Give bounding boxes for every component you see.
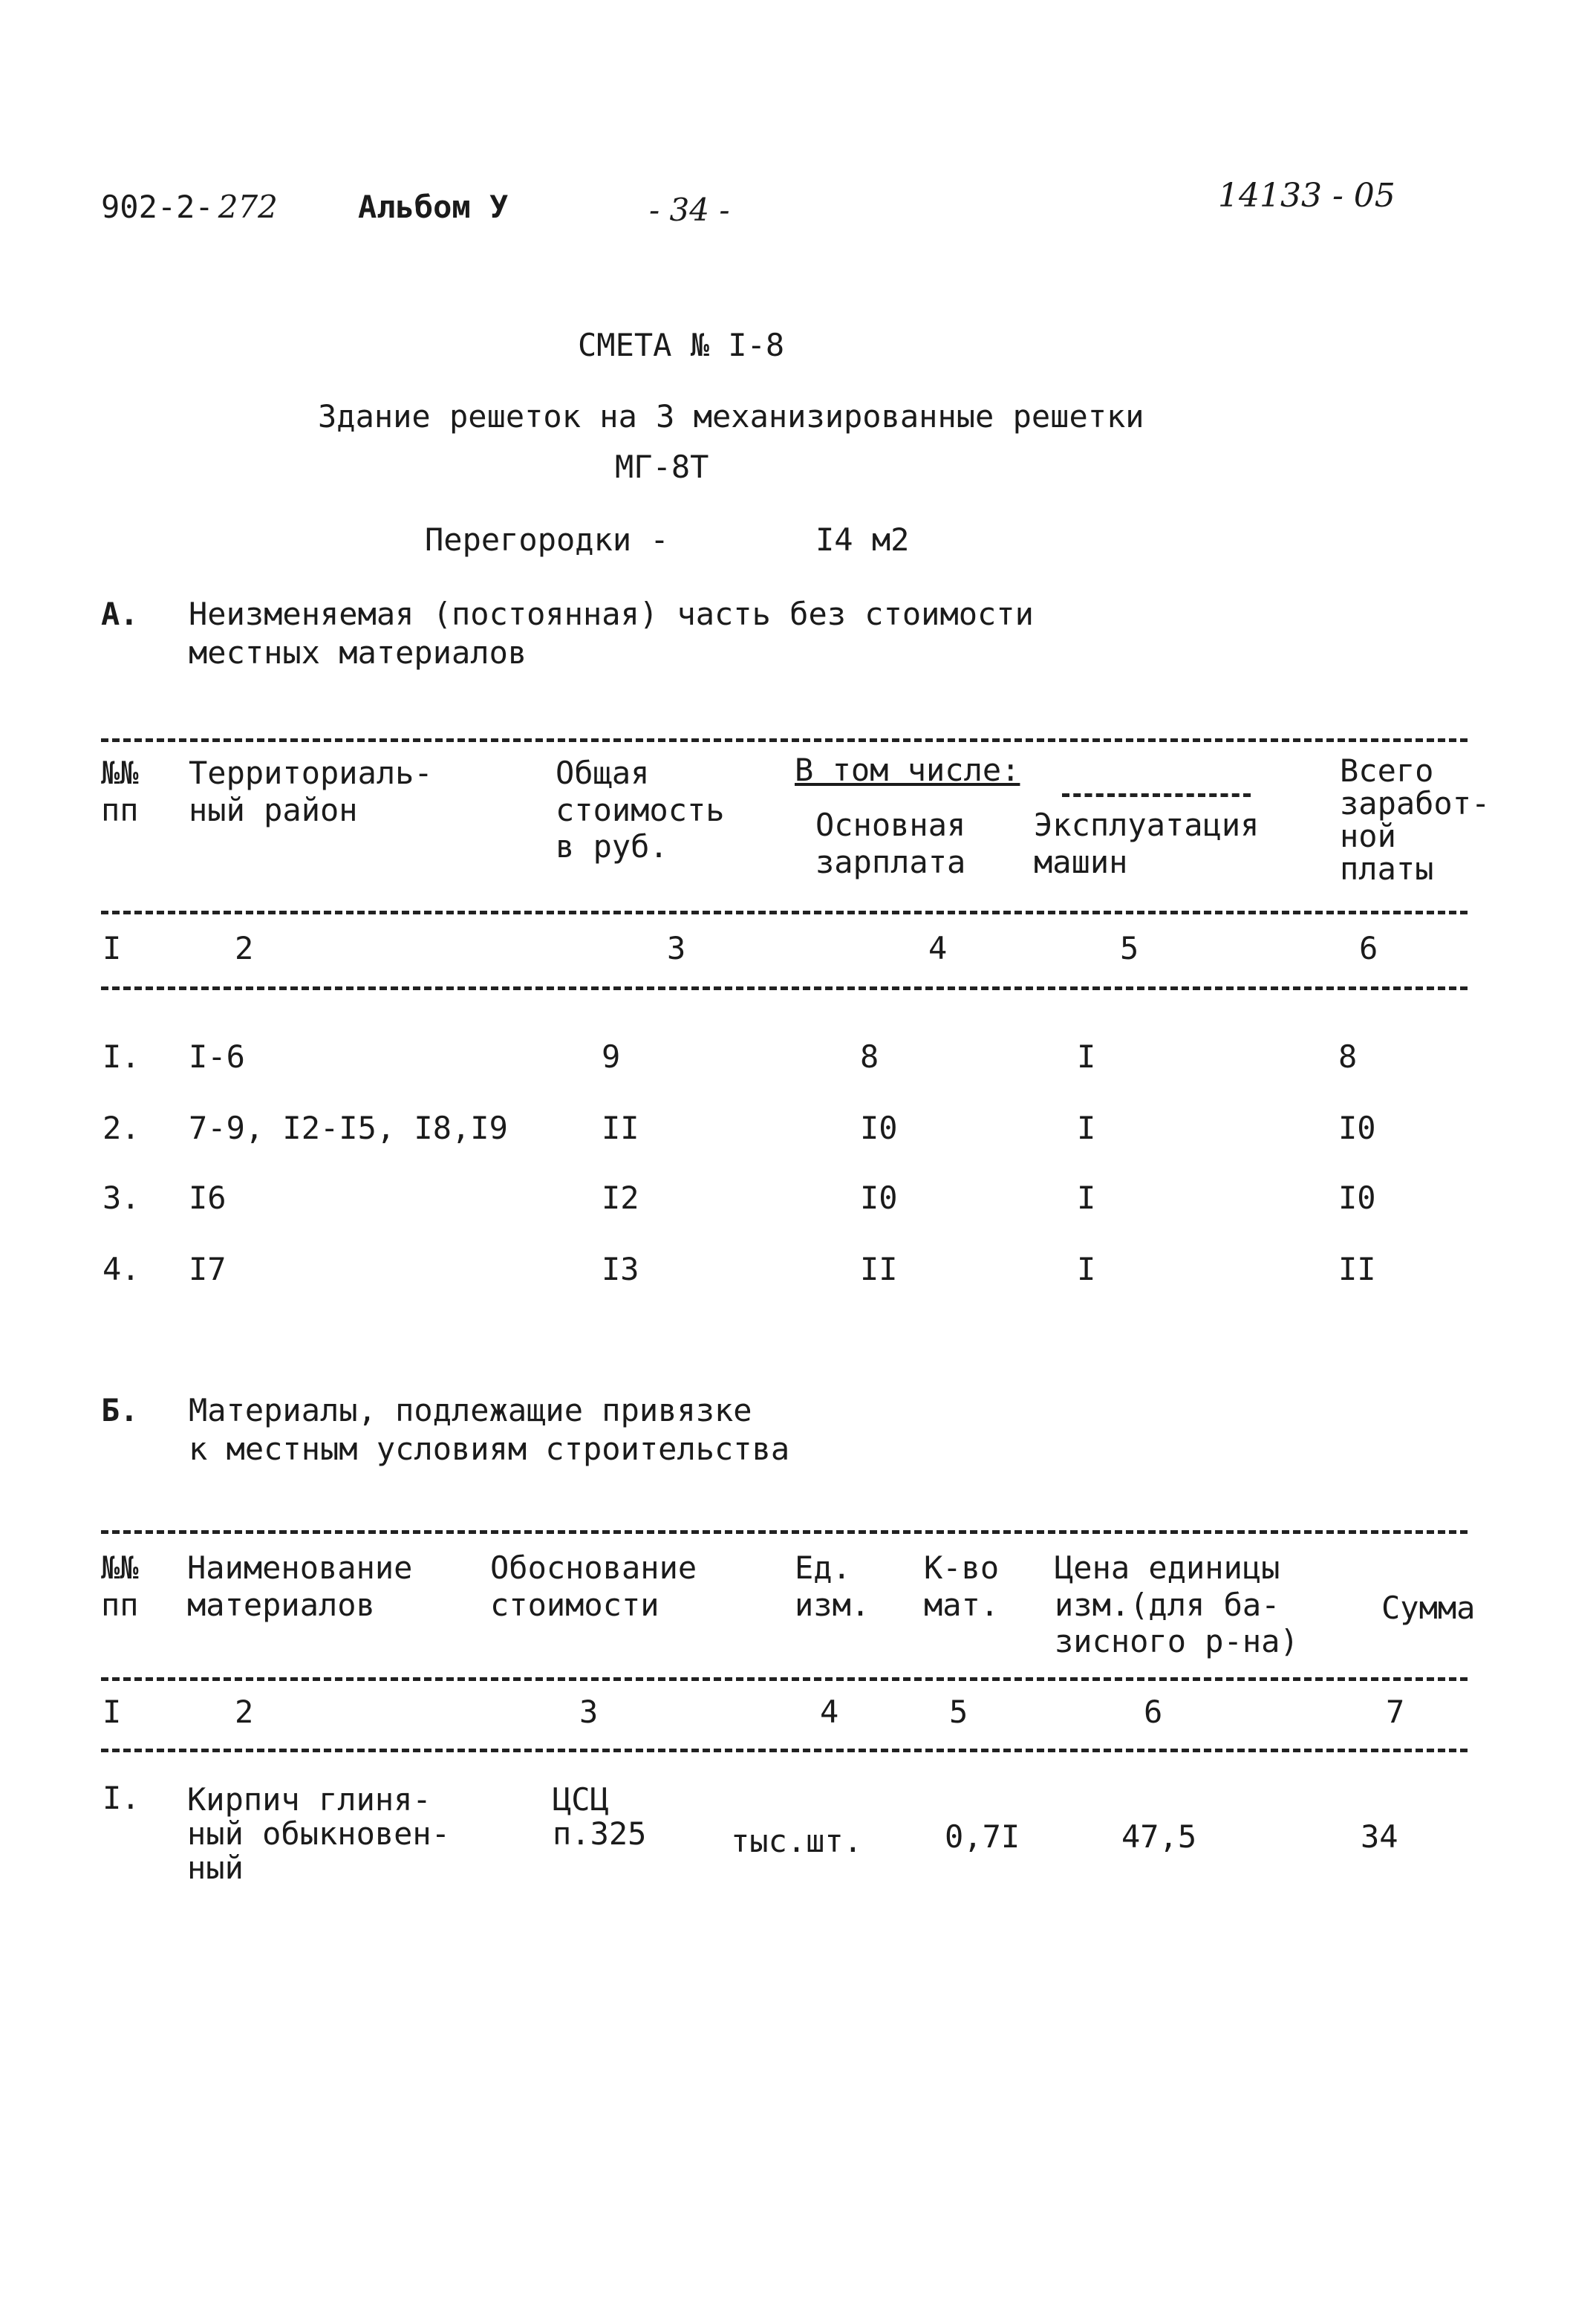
row-number: 3. [102, 1180, 140, 1216]
table-a-header-allwage: Всего заработ- ной платы [1340, 752, 1491, 888]
table-b-header-sum: Сумма [1381, 1590, 1476, 1626]
table-b-header-price: Цена единицы изм.(для ба- зисного р-на) [1055, 1550, 1299, 1660]
row-number: I. [102, 1038, 140, 1075]
row-machines: I [1077, 1038, 1096, 1075]
doc-code: 902-2- 272 [101, 189, 278, 225]
table-a-header-wage: Основная зарплата [815, 807, 966, 880]
table-a-colnum: 2 [235, 930, 254, 966]
section-a-marker: А. [101, 596, 139, 632]
row-total: 9 [602, 1038, 621, 1075]
section-b-title-line1: Материалы, подлежащие привязке [189, 1392, 752, 1428]
table-b-header-unit: Ед. изм. [795, 1550, 870, 1623]
row-qty: 0,7I [945, 1818, 1020, 1855]
table-b-colnum: I [102, 1694, 122, 1730]
table-b-header-name: Наименование материалов [187, 1550, 413, 1623]
estimate-title: СМЕТА № I-8 [578, 327, 785, 363]
row-allwage: 8 [1338, 1038, 1358, 1075]
table-b-numbers-rule [101, 1749, 1468, 1752]
doc-number: 272 [218, 189, 278, 225]
row-number: 4. [102, 1251, 140, 1287]
table-b-colnum: 2 [235, 1694, 254, 1730]
table-b-header-basis: Обоснование стоимости [490, 1550, 697, 1623]
row-allwage: I0 [1338, 1180, 1376, 1216]
row-number: 2. [102, 1110, 140, 1146]
row-total: I2 [602, 1180, 639, 1216]
row-material-name: Кирпич глиня- ный обыкновен- ный [187, 1781, 451, 1887]
row-machines: I [1077, 1180, 1096, 1216]
table-a-colnum: 5 [1120, 930, 1139, 966]
table-a-header-rule [101, 911, 1468, 914]
row-total: I3 [602, 1251, 639, 1287]
row-wage: 8 [860, 1038, 879, 1075]
row-wage: I0 [860, 1180, 898, 1216]
row-basis: ЦСЦ п.325 [553, 1781, 647, 1853]
row-allwage: I0 [1338, 1110, 1376, 1146]
table-a-header-machines: Эксплуатация машин [1034, 807, 1260, 880]
section-a-title-line2: местных материалов [189, 634, 527, 671]
row-region: I7 [189, 1251, 227, 1287]
row-sum: 34 [1361, 1818, 1398, 1855]
section-b-title-line2: к местным условиям строительства [189, 1431, 790, 1467]
page-number: - 34 - [649, 192, 730, 228]
table-b-colnum: 5 [949, 1694, 968, 1730]
section-b-marker: Б. [101, 1392, 139, 1428]
table-b-colnum: 4 [820, 1694, 839, 1730]
building-title-line1: Здание решеток на 3 механизированные решетки [318, 398, 1144, 435]
building-title-line2: МГ-8Т [615, 449, 709, 485]
table-b-colnum: 3 [579, 1694, 599, 1730]
table-a-top-rule [101, 738, 1468, 742]
row-allwage: II [1338, 1251, 1376, 1287]
album-label: Альбом У [358, 189, 509, 225]
table-a-header-total: Общая стоимость в руб. [556, 755, 725, 865]
section-a-title-line1: Неизменяемая (постоянная) часть без стоимости [189, 596, 1034, 632]
table-a-colnum: I [102, 930, 122, 966]
table-b-header-qty: К-во мат. [924, 1550, 1000, 1623]
table-b-top-rule [101, 1530, 1468, 1534]
table-a-colnum: 3 [667, 930, 686, 966]
table-b-header-no: №№ пп [101, 1550, 139, 1623]
row-machines: I [1077, 1110, 1096, 1146]
table-b-colnum: 6 [1144, 1694, 1163, 1730]
row-region: I6 [189, 1180, 227, 1216]
table-a-header-incl: В том числе: [795, 752, 1020, 788]
item-quantity: I4 м2 [815, 521, 910, 558]
table-a-incl-rule [1062, 793, 1251, 797]
table-a-colnum: 4 [928, 930, 948, 966]
row-region: I-6 [189, 1038, 245, 1075]
row-unit: тыс.шт. [731, 1823, 863, 1859]
archive-number: 14133 - 05 [1218, 177, 1395, 215]
item-label: Перегородки - [425, 521, 669, 558]
row-region: 7-9, I2-I5, I8,I9 [189, 1110, 508, 1146]
row-price: 47,5 [1121, 1818, 1197, 1855]
table-a-header-no: №№ пп [101, 755, 139, 828]
table-a-numbers-rule [101, 986, 1468, 990]
row-machines: I [1077, 1251, 1096, 1287]
table-a-header-region: Территориаль- ный район [189, 755, 433, 828]
table-b-header-rule [101, 1677, 1468, 1681]
table-a-colnum: 6 [1359, 930, 1378, 966]
row-total: II [602, 1110, 639, 1146]
row-wage: I0 [860, 1110, 898, 1146]
row-number: I. [102, 1780, 140, 1816]
table-b-colnum: 7 [1386, 1694, 1405, 1730]
row-wage: II [860, 1251, 898, 1287]
